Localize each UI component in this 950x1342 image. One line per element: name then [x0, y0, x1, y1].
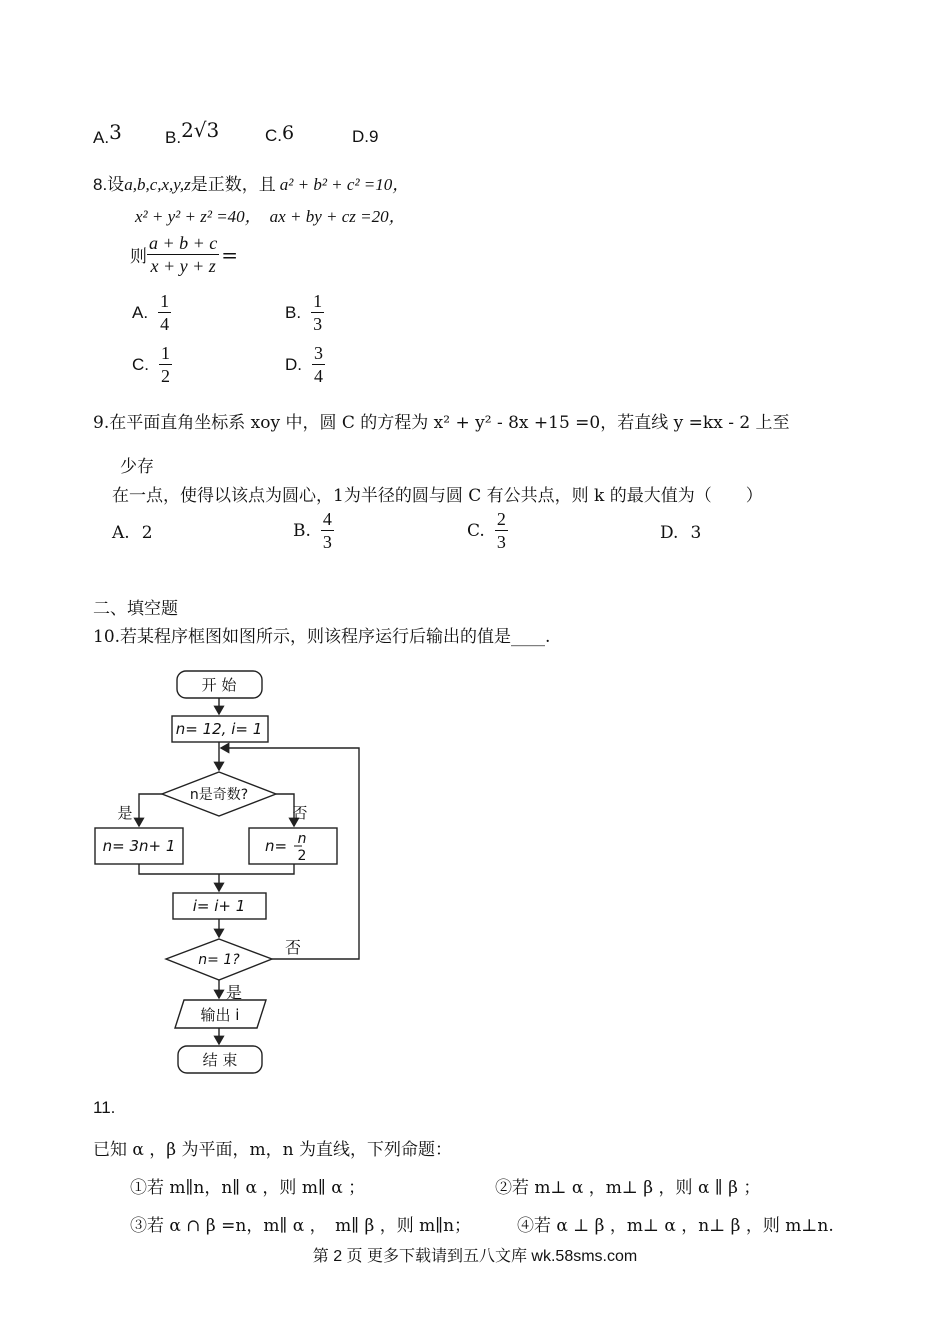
start-label: 开 始	[201, 676, 237, 694]
q8-line2: x² + y² + z² =40， ax + by + cz =20，	[135, 207, 406, 226]
even-branch-num: n	[297, 831, 307, 847]
q8-option-c: C. $\frac{1}{2}$	[132, 343, 170, 386]
q7-option-a: A.3	[93, 120, 122, 147]
q9-option-a: A. 2	[112, 523, 153, 543]
increment-label: i= i+ 1	[192, 897, 246, 915]
end-label: 结 束	[202, 1051, 238, 1069]
q11-prop-1: ①若 m∥n，n∥ α ，则 m∥ α ；	[130, 1178, 366, 1198]
q7-option-d: D.9	[352, 127, 379, 146]
even-branch-box	[249, 828, 337, 864]
even-branch-den: 2	[297, 848, 307, 864]
q7-option-c: C.6	[265, 122, 295, 145]
no-label-2: 否	[284, 938, 302, 957]
odd-branch-label: n= 3n+ 1	[102, 837, 176, 855]
q9-line2: 少存	[120, 457, 154, 477]
q9-option-b: B. $\frac{4}{3}$	[293, 509, 332, 552]
q11-prop-2: ②若 m⊥ α ，m⊥ β ，则 α ∥ β ；	[495, 1178, 761, 1198]
output-label: 输出 i	[200, 1006, 240, 1024]
q9-option-d: D. 3	[660, 523, 702, 543]
q8-option-a: A. $\frac{1}{4}$	[132, 291, 170, 334]
no-label-1: 否	[292, 804, 308, 822]
q11-prop-3: ③若 α ∩ β =n，m∥ α ， m∥ β ，则 m∥n；	[130, 1216, 472, 1236]
section-heading: 二、填空题	[93, 599, 178, 619]
yes-label-2: 是	[225, 983, 243, 1002]
q10-text: 10.若某程序框图如图所示，则该程序运行后输出的值是____.	[93, 627, 551, 647]
q8-question: 则 $\frac{a + b + c}{x + y + z}$ =	[130, 233, 239, 276]
q11-number: 11.	[93, 1098, 116, 1117]
q8-line1: 8.设a,b,c,x,y,z是正数，且 a² + b² + c² =10，	[93, 175, 410, 195]
yes-label-1: 是	[117, 804, 133, 822]
odd-check-label: n是奇数?	[189, 787, 249, 803]
q11-intro: 已知 α ，β 为平面，m，n 为直线，下列命题：	[93, 1140, 452, 1160]
even-branch-label: n=	[264, 837, 288, 855]
end-check-label: n= 1?	[198, 952, 240, 968]
page-footer: 第 2 页 更多下载请到五八文库 wk.58sms.com	[312, 1248, 638, 1265]
q8-fraction: $\frac{a + b + c}{x + y + z}$	[149, 233, 218, 276]
q9-line1: 9.在平面直角坐标系 xoy 中，圆 C 的方程为 x² + y² - 8x +15 =0，若直线 y =kx - 2 上至	[93, 413, 790, 433]
q8-option-b: B. $\frac{1}{3}$	[285, 291, 323, 334]
q9-option-c: C. $\frac{2}{3}$	[467, 509, 506, 552]
init-label: n= 12, i= 1	[175, 720, 263, 738]
q8-option-d: D. $\frac{3}{4}$	[285, 343, 323, 386]
q11-prop-4: ④若 α ⊥ β ，m⊥ α ，n⊥ β ，则 m⊥n.	[517, 1216, 834, 1236]
q9-line3: 在一点，使得以该点为圆心，1为半径的圆与圆 C 有公共点，则 k 的最大值为（ ）	[112, 486, 763, 506]
q7-option-b: B.2√3	[165, 118, 220, 147]
